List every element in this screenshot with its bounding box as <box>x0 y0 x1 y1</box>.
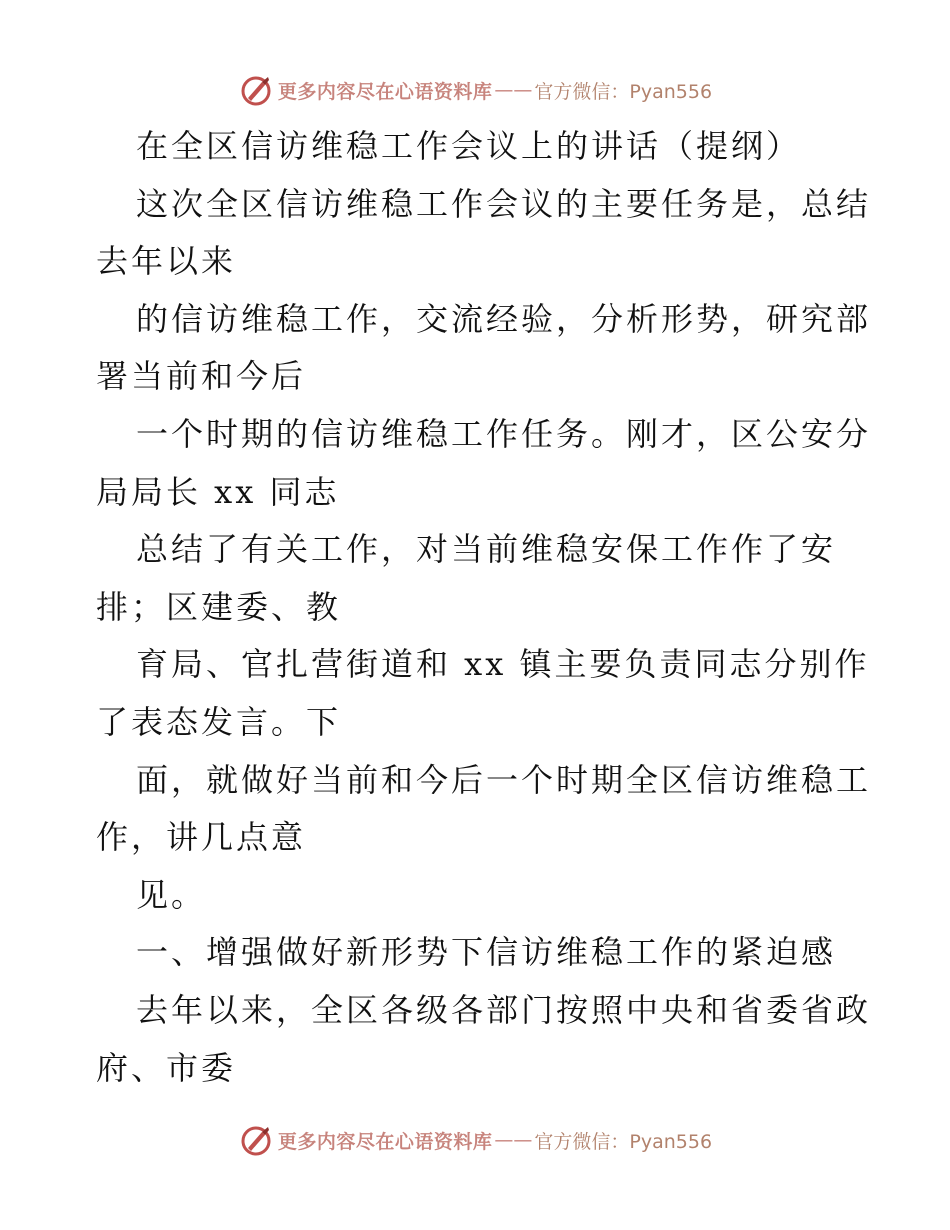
text-line: 这次全区信访维稳工作会议的主要任务是，总结 <box>136 184 872 223</box>
text-line: 府、市委 <box>96 1048 237 1087</box>
text-line: 了表态发言。下 <box>96 702 342 741</box>
footer-banner <box>0 1120 950 1160</box>
text-line: 面，就做好当前和今后一个时期全区信访维稳工 <box>136 760 872 799</box>
document-body <box>96 118 872 1097</box>
banner-wechat: 官方微信：Pyan556 <box>534 80 713 103</box>
text-line: 见。 <box>136 875 207 914</box>
banner-text: 更多内容尽在心语资料库 <box>277 80 493 103</box>
banner-separator: —— <box>494 1129 533 1151</box>
pen-logo-icon <box>238 1122 274 1158</box>
text-line: 一个时期的信访维稳工作任务。刚才，区公安分 <box>136 414 872 453</box>
banner-wechat: 官方微信：Pyan556 <box>534 1130 713 1153</box>
section-heading: 一、增强做好新形势下信访维稳工作的紧迫感 <box>136 933 837 972</box>
text-line: 署当前和今后 <box>96 357 307 396</box>
text-line: 作，讲几点意 <box>96 818 307 857</box>
pen-logo-icon <box>238 72 274 108</box>
text-line: 总结了有关工作，对当前维稳安保工作作了安 <box>136 530 837 569</box>
text-line: 局局长 xx 同志 <box>96 472 340 511</box>
text-line: 去年以来 <box>96 242 237 281</box>
text-line: 去年以来，全区各级各部门按照中央和省委省政 <box>136 990 872 1029</box>
text-line: 排；区建委、教 <box>96 587 342 626</box>
header-banner <box>0 70 950 110</box>
document-title: 在全区信访维稳工作会议上的讲话（提纲） <box>136 127 802 165</box>
banner-separator: —— <box>494 79 533 101</box>
text-line: 育局、官扎营街道和 xx 镇主要负责同志分别作 <box>136 645 870 684</box>
text-line: 的信访维稳工作，交流经验，分析形势，研究部 <box>136 299 872 338</box>
banner-text: 更多内容尽在心语资料库 <box>277 1130 493 1153</box>
